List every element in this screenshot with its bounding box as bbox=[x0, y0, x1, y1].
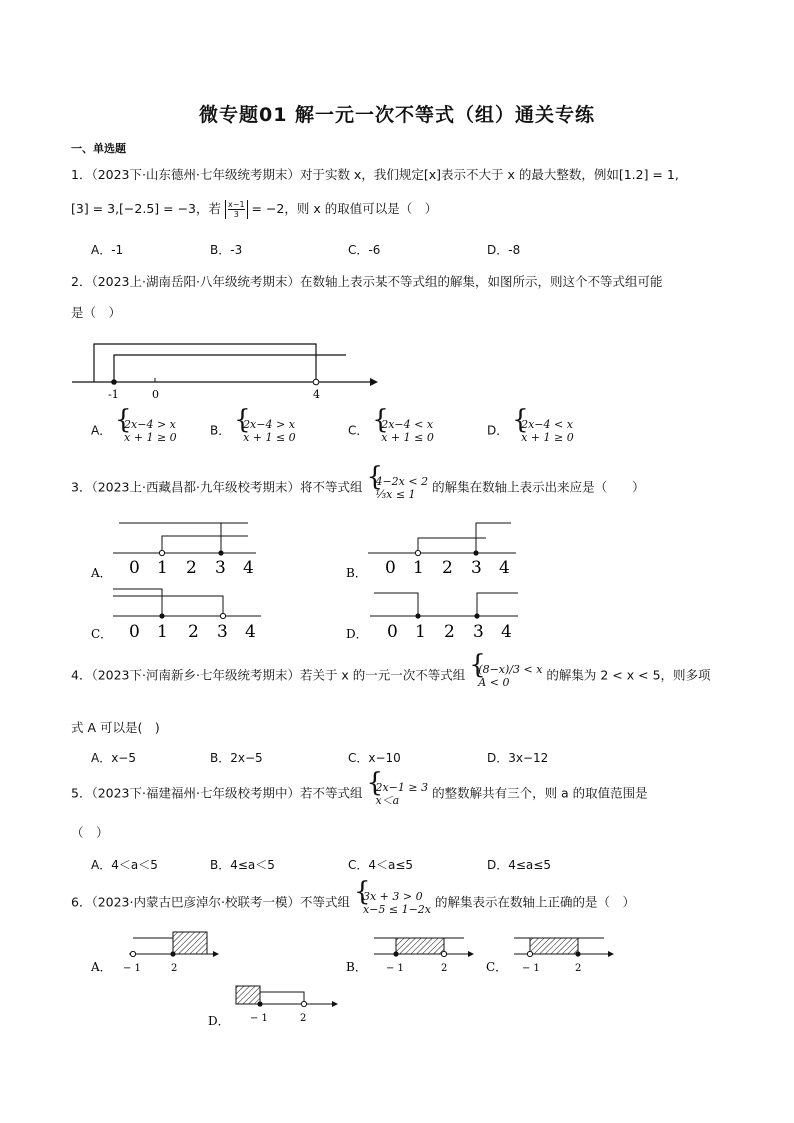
svg-text:3: 3 bbox=[215, 558, 226, 578]
q4-option-d[interactable]: D．3x−12 bbox=[487, 751, 549, 765]
q6-option-d-line[interactable] bbox=[208, 982, 343, 1030]
q5-option-d[interactable]: D．4≤a≤5 bbox=[487, 858, 551, 872]
svg-text:B．: B． bbox=[346, 566, 367, 580]
svg-text:0: 0 bbox=[387, 622, 398, 642]
q3-option-d-line[interactable] bbox=[346, 583, 521, 641]
svg-text:3: 3 bbox=[473, 622, 484, 642]
svg-text:2: 2 bbox=[441, 963, 448, 974]
svg-text:4: 4 bbox=[499, 558, 510, 578]
svg-text:0: 0 bbox=[129, 622, 140, 642]
q1-line2 bbox=[71, 199, 437, 219]
q1-line1: 1．（2023下·山东德州·七年级统考期末）对于实数 x，我们规定[x]表示不大于 x 的最大整数，例如[1.2] = 1, bbox=[71, 167, 679, 182]
q2-line2: 是（ ） bbox=[71, 305, 122, 320]
q5-text: 5．（2023下·福建福州·七年级校考期中）若不等式组 { 2x−1 ≥ 3 x＜a 的整数解共有三个，则 a 的取值范围是 bbox=[71, 781, 648, 807]
svg-text:− 1: − 1 bbox=[386, 963, 404, 974]
svg-text:0: 0 bbox=[129, 558, 140, 578]
q6-option-c-line[interactable] bbox=[486, 928, 621, 976]
q5-option-b[interactable]: B．4≤a＜5 bbox=[210, 858, 275, 872]
svg-text:D．: D． bbox=[346, 627, 368, 641]
q2-closed-point bbox=[111, 379, 117, 385]
q1-line2-b: = −2，则 x 的取值可以是（ ） bbox=[251, 201, 438, 216]
q2-label-4: 4 bbox=[313, 388, 320, 401]
q5-option-a[interactable]: A．4＜a＜5 bbox=[91, 858, 158, 872]
svg-text:C．: C． bbox=[91, 627, 113, 641]
svg-text:− 1: − 1 bbox=[250, 1013, 268, 1024]
svg-text:2: 2 bbox=[188, 622, 199, 642]
q3-text: 3．（2023上·西藏昌都·九年级校考期末）将不等式组 { 4−2x < 2 ⅓x ≤ 1 的解集在数轴上表示出来应是（ ） bbox=[71, 475, 645, 501]
svg-text:1: 1 bbox=[157, 622, 168, 642]
q6-option-a-line[interactable] bbox=[91, 928, 226, 976]
svg-text:− 1: − 1 bbox=[522, 963, 540, 974]
q1-option-d[interactable]: D．-8 bbox=[487, 243, 521, 257]
q2-option-a[interactable]: A． { 2x−4 > x x + 1 ≥ 0 bbox=[91, 418, 177, 444]
q5-line2: （ ） bbox=[71, 825, 109, 840]
q2-open-point bbox=[313, 379, 319, 385]
svg-text:A．: A． bbox=[91, 960, 112, 974]
q3-option-c-line[interactable] bbox=[91, 583, 266, 641]
q2-option-b[interactable]: B． { 2x−4 > x x + 1 ≤ 0 bbox=[210, 418, 296, 444]
q4-option-c[interactable]: C．x−10 bbox=[348, 751, 401, 765]
svg-text:4: 4 bbox=[501, 622, 512, 642]
q3-option-a-line[interactable] bbox=[91, 515, 266, 580]
q6-text: 6．（2023·内蒙古巴彦淖尔·校联考一模）不等式组 { 3x + 3 > 0 x−5 ≤ 1−2x 的解集表示在数轴上正确的是（ ） bbox=[71, 890, 635, 916]
q2-label-neg1: -1 bbox=[108, 388, 119, 401]
svg-text:1: 1 bbox=[413, 558, 424, 578]
q3-option-b-line[interactable] bbox=[346, 515, 521, 580]
svg-text:2: 2 bbox=[444, 622, 455, 642]
q4-text: 4．（2023下·河南新乡·七年级统考期末）若关于 x 的一元一次不等式组 { (8−x)/3 < x A < 0 的解集为 2 < x < 5，则多项 bbox=[71, 663, 711, 689]
q4-option-a[interactable]: A．x−5 bbox=[91, 751, 137, 765]
svg-text:B．: B． bbox=[346, 960, 367, 974]
svg-text:A．: A． bbox=[91, 566, 112, 580]
q5-option-c[interactable]: C．4＜a≤5 bbox=[348, 858, 414, 872]
svg-text:3: 3 bbox=[217, 622, 228, 642]
svg-text:4: 4 bbox=[243, 558, 254, 578]
q2-option-c[interactable]: C． { 2x−4 < x x + 1 ≤ 0 bbox=[348, 418, 434, 444]
svg-text:2: 2 bbox=[186, 558, 197, 578]
svg-text:1: 1 bbox=[415, 622, 426, 642]
svg-text:0: 0 bbox=[385, 558, 396, 578]
section-heading: 一、单选题 bbox=[71, 142, 126, 155]
svg-text:C．: C． bbox=[486, 960, 508, 974]
q4-line2: 式 A 可以是( ) bbox=[71, 720, 160, 735]
q2-number-line bbox=[70, 338, 385, 401]
svg-text:1: 1 bbox=[157, 558, 168, 578]
svg-text:3: 3 bbox=[471, 558, 482, 578]
q6-option-b-line[interactable] bbox=[346, 928, 481, 976]
svg-text:2: 2 bbox=[300, 1013, 307, 1024]
q2-label-0: 0 bbox=[152, 388, 159, 401]
svg-text:2: 2 bbox=[442, 558, 453, 578]
svg-text:2: 2 bbox=[171, 963, 178, 974]
q2-option-d[interactable]: D． { 2x−4 < x x + 1 ≥ 0 bbox=[487, 418, 574, 444]
q2-line1: 2．（2023上·湖南岳阳·八年级统考期末）在数轴上表示某不等式组的解集，如图所示，则这个不等式组可能 bbox=[71, 274, 663, 289]
svg-text:2: 2 bbox=[575, 963, 582, 974]
q1-frac-den: 3 bbox=[233, 210, 239, 219]
svg-text:D．: D． bbox=[208, 1014, 230, 1028]
q1-frac-num: x−1 bbox=[228, 200, 245, 209]
q1-option-b[interactable]: B．-3 bbox=[210, 243, 243, 257]
svg-text:4: 4 bbox=[245, 622, 256, 642]
q1-line2-a: [3] = 3,[−2.5] = −3，若 bbox=[71, 201, 222, 216]
page-title: 微专题01 解一元一次不等式（组）通关专练 bbox=[198, 104, 596, 126]
q1-floor-bracket bbox=[225, 200, 248, 219]
q1-option-c[interactable]: C．-6 bbox=[348, 243, 381, 257]
q4-option-b[interactable]: B．2x−5 bbox=[210, 751, 263, 765]
q1-option-a[interactable]: A．-1 bbox=[91, 243, 124, 257]
svg-text:− 1: − 1 bbox=[123, 963, 141, 974]
